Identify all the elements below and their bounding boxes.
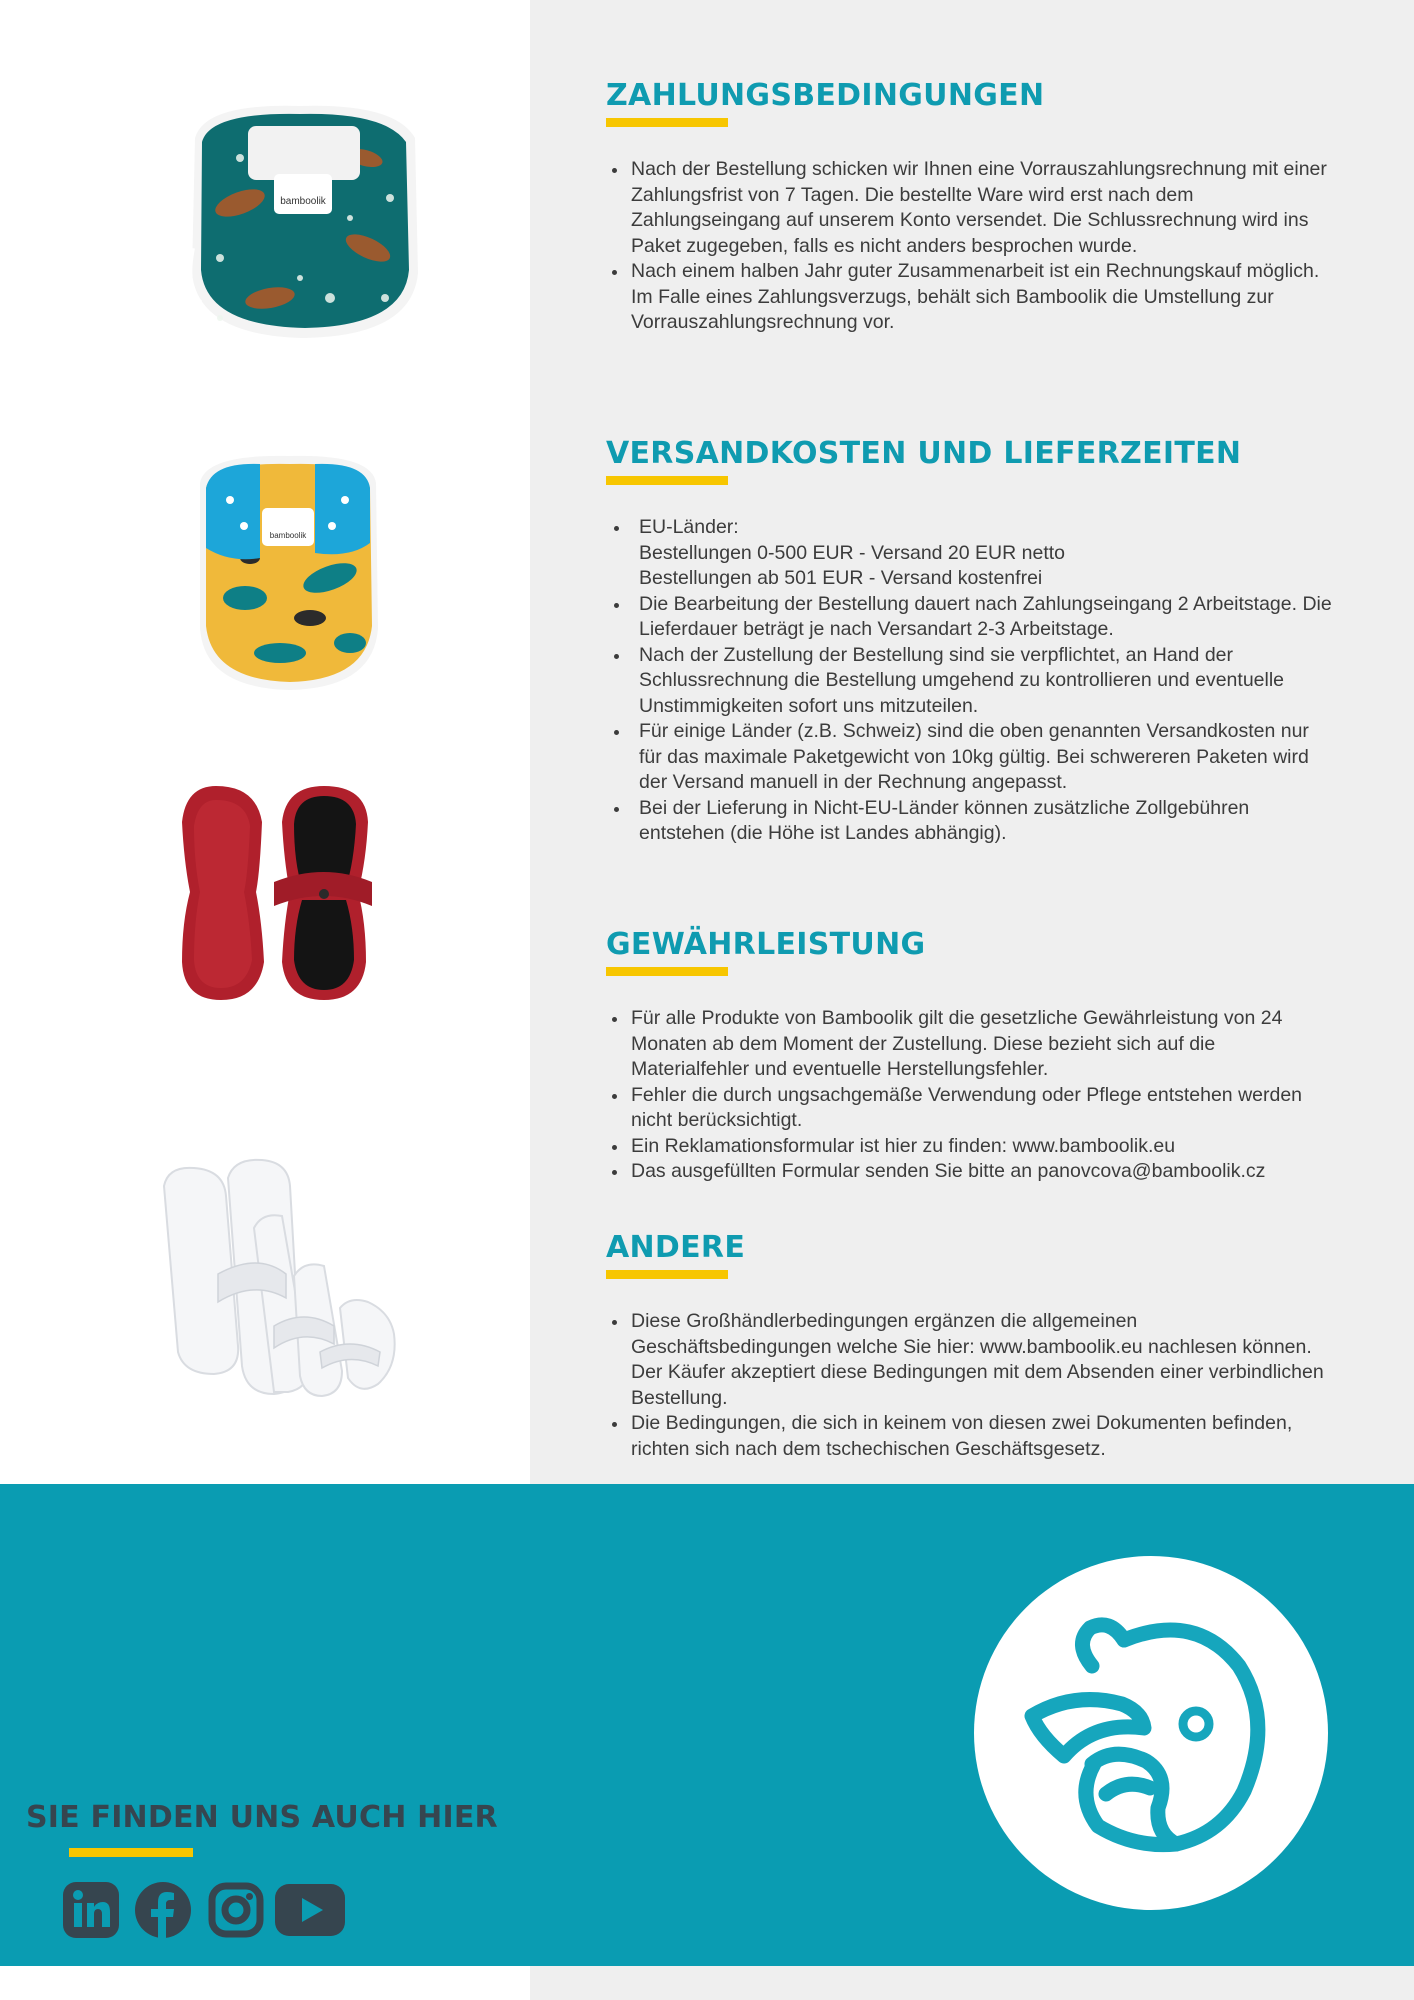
other-section: [606, 1229, 1336, 1462]
other-heading: ANDERE: [606, 1230, 746, 1265]
warranty-section: [606, 926, 1336, 1185]
footer-title: SIE FINDEN UNS AUCH HIER: [26, 1800, 498, 1835]
warranty-heading: GEWÄHRLEISTUNG: [606, 927, 926, 962]
list-item: EU-Länder: Bestellungen 0-500 EUR - Versand 20 EUR netto Bestellungen ab 501 EUR - Versand kostenfrei: [606, 515, 1336, 592]
diaper-otter-image: [180, 98, 430, 343]
warranty-list: [606, 1006, 1336, 1185]
list-item: Für einige Länder (z.B. Schweiz) sind die oben genannten Versandkosten nur für das maximale Paketgewicht von 10kg gültig. Bei schwereren Paketen wird der Versand manuell in der Rechnung angepasst.: [606, 719, 1336, 796]
footer-underline: [69, 1848, 193, 1857]
list-item: Diese Großhändlerbedingungen ergänzen die allgemeinen Geschäftsbedingungen welche Sie hier: www.bamboolik.eu nachlesen können. Der Käufer akzeptiert diese Bedingungen mit dem Absenden einer verbindlichen Bestellung.: [606, 1309, 1336, 1411]
shipping-list: [606, 515, 1336, 847]
footer: [0, 1484, 1414, 1966]
shipping-section: [606, 435, 1336, 847]
diaper-brand-label: bamboolik: [280, 196, 326, 207]
diaper-brand-label: bamboolik: [269, 531, 307, 540]
bottom-strip: [530, 1966, 1414, 2000]
youtube-icon[interactable]: [274, 1881, 346, 1939]
list-item: Die Bearbeitung der Bestellung dauert nach Zahlungseingang 2 Arbeitstage. Die Lieferdauer beträgt je nach Versandart 2-3 Arbeitstage.: [606, 592, 1336, 643]
list-item: Das ausgefüllten Formular senden Sie bitte an panovcova@bamboolik.cz: [606, 1159, 1336, 1185]
bamboolik-logo-icon: [974, 1556, 1328, 1910]
diaper-yellow-image: [190, 448, 385, 698]
list-item: Ein Reklamationsformular ist hier zu finden: www.bamboolik.eu: [606, 1134, 1336, 1160]
menstrual-pads-red-image: [176, 782, 372, 1004]
facebook-icon[interactable]: [134, 1881, 192, 1939]
list-item: Nach der Bestellung schicken wir Ihnen eine Vorrauszahlungsrechnung mit einer Zahlungsfrist von 7 Tagen. Die bestellte Ware wird erst nach dem Zahlungseingang auf unserem Konto versendet. Die Schlussrechnung wird ins Paket zugegeben, falls es nicht anders besprochen wurde.: [606, 157, 1336, 259]
instagram-icon[interactable]: [207, 1881, 265, 1939]
list-item: Die Bedingungen, die sich in keinem von diesen zwei Dokumenten befinden, richten sich nach dem tschechischen Geschäftsgesetz.: [606, 1411, 1336, 1462]
heading-underline: [606, 1270, 728, 1279]
list-item: Bei der Lieferung in Nicht-EU-Länder können zusätzliche Zollgebühren entstehen (die Höhe ist Landes abhängig).: [606, 796, 1336, 847]
brand-logo-circle: [974, 1556, 1328, 1910]
payment-terms-list: [606, 157, 1336, 336]
list-item: Nach einem halben Jahr guter Zusammenarbeit ist ein Rechnungskauf möglich. Im Falle eines Zahlungsverzugs, behält sich Bamboolik die Umstellung zur Vorrauszahlungsrechnung vor.: [606, 259, 1336, 336]
heading-underline: [606, 476, 728, 485]
list-item: Nach der Zustellung der Bestellung sind sie verpflichtet, an Hand der Schlussrechnung die Bestellung umgehend zu kontrollieren und eventuelle Unstimmigkeiten sofort uns mitzuteilen.: [606, 643, 1336, 720]
heading-underline: [606, 967, 728, 976]
shipping-heading: VERSANDKOSTEN UND LIEFERZEITEN: [606, 436, 1242, 471]
list-item: Fehler die durch ungsachgemäße Verwendung oder Pflege entstehen werden nicht berücksichtigt.: [606, 1083, 1336, 1134]
payment-terms-heading: ZAHLUNGSBEDINGUNGEN: [606, 78, 1045, 113]
other-list: [606, 1309, 1336, 1462]
heading-underline: [606, 118, 728, 127]
payment-terms-section: [606, 77, 1336, 336]
list-item: Für alle Produkte von Bamboolik gilt die gesetzliche Gewährleistung von 24 Monaten ab dem Moment der Zustellung. Diese bezieht sich auf die Materialfehler und eventuelle Herstellungsfehler.: [606, 1006, 1336, 1083]
linkedin-icon[interactable]: [62, 1881, 120, 1939]
menstrual-pads-white-image: [154, 1156, 408, 1406]
